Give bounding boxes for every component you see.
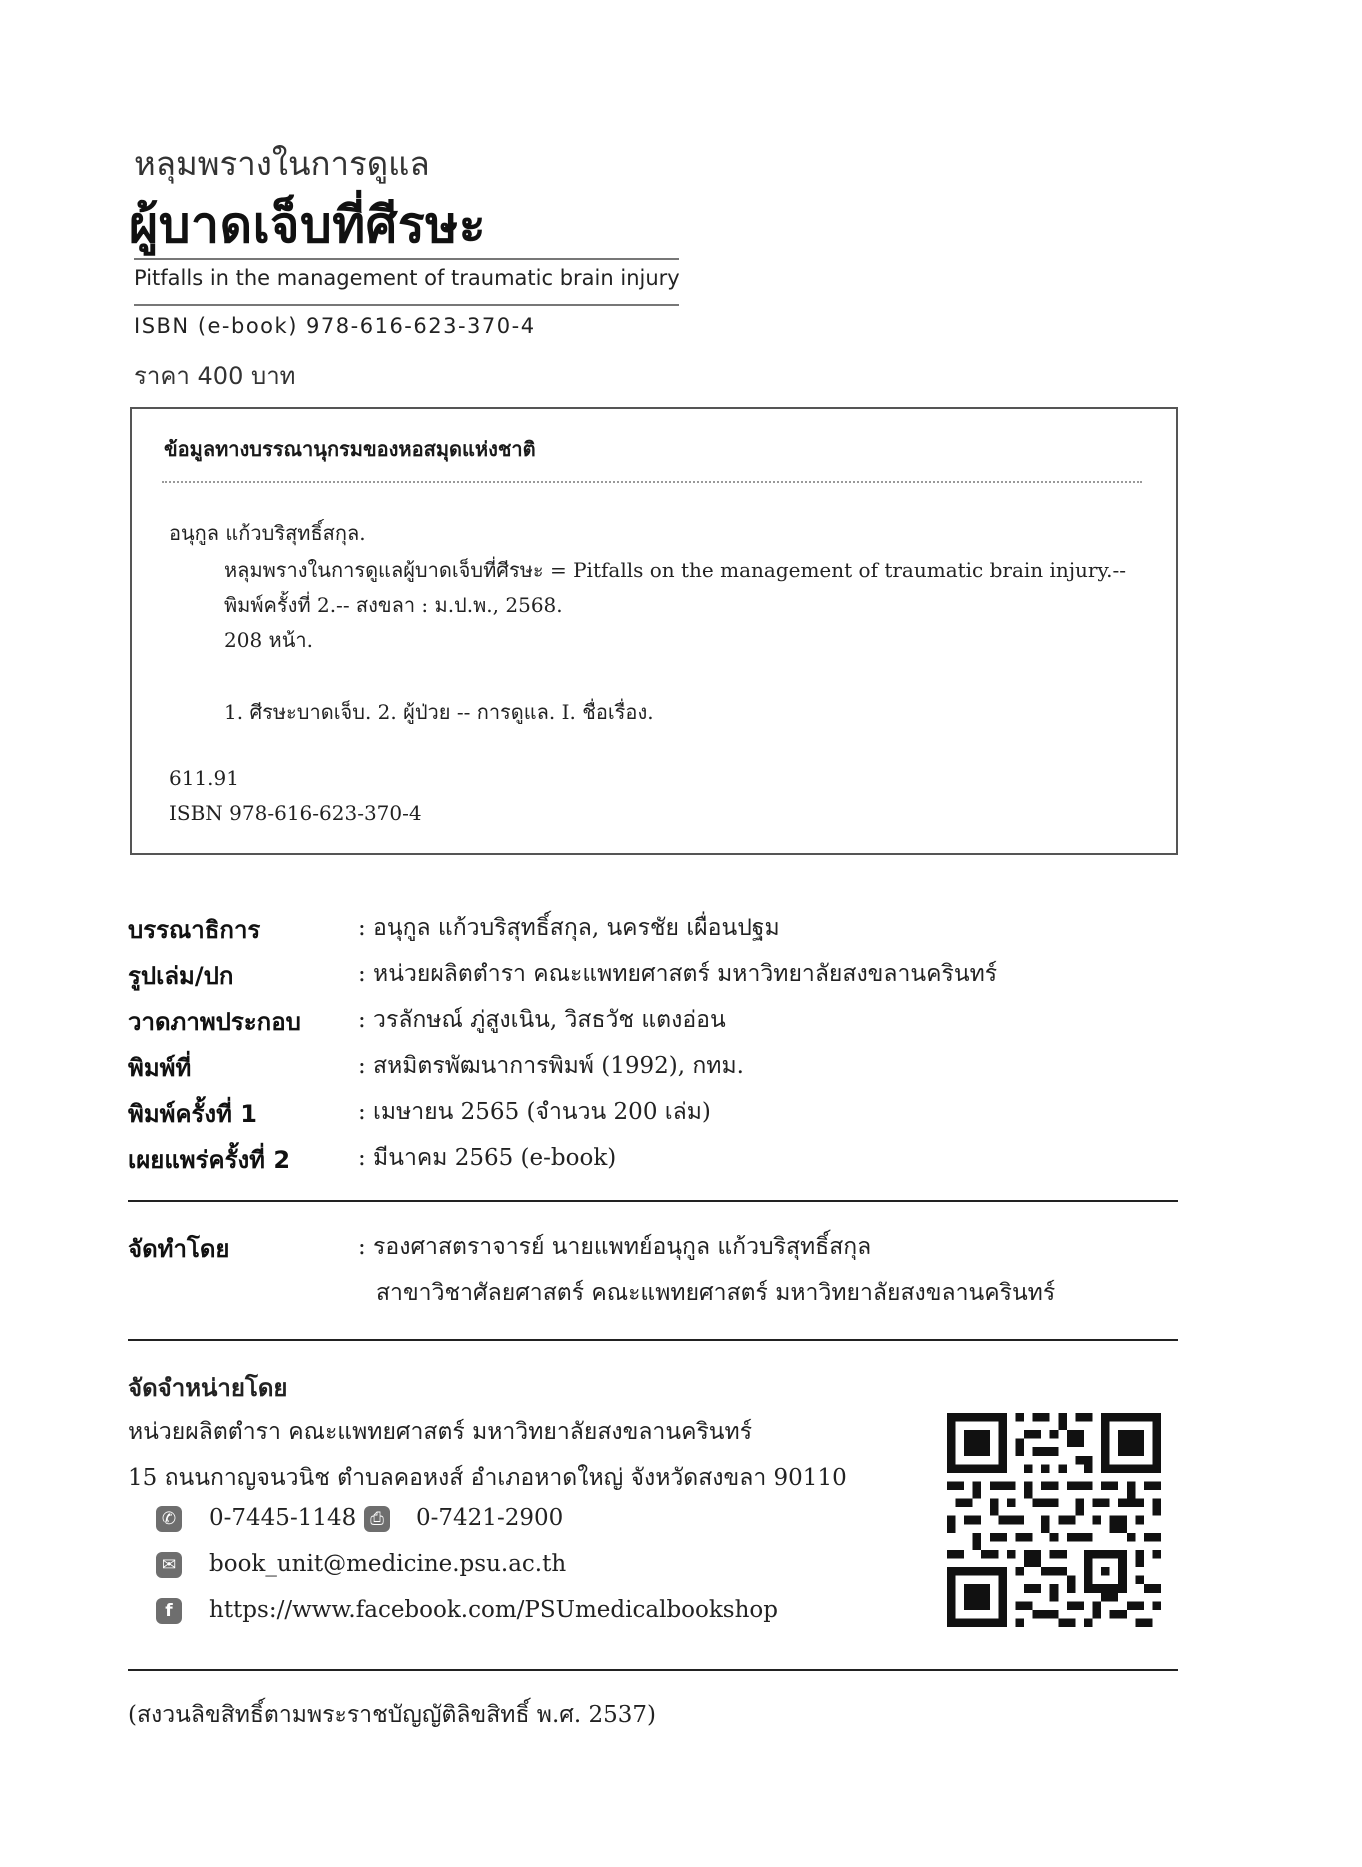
cip-isbn: ISBN 978-616-623-370-4 [169,801,422,825]
title-line-1: หลุมพรางในการดูแล [134,144,430,183]
credit-label-layout: รูปเล่ม/ปก [128,962,234,990]
produced-by-line-1: : รองศาสตราจารย์ นายแพทย์อนุกูล แก้วบริสุทธิ์สกุล [358,1234,872,1260]
phone-icon: ✆ [156,1506,182,1532]
divider-1 [128,1200,1178,1202]
fax-number[interactable]: 0-7421-2900 [416,1505,564,1531]
credit-label-first-print: พิมพ์ครั้งที่ 1 [128,1100,257,1128]
credit-label-printer: พิมพ์ที่ [128,1054,192,1082]
credit-value-illustration: : วรลักษณ์ ภู่สูงเนิน, วิสธวัช แตงอ่อน [358,1007,726,1033]
credit-label-editor: บรรณาธิการ [128,916,261,944]
cip-author: อนุกูล แก้วบริสุทธิ์สกุล. [169,521,366,545]
copyright-notice: (สงวนลิขสิทธิ์ตามพระราชบัญญัติลิขสิทธิ์ พ.ศ. 2537) [128,1702,656,1728]
cip-box [130,407,1178,855]
email-icon: ✉ [156,1552,182,1578]
divider-2 [128,1339,1178,1341]
english-subtitle: Pitfalls in the management of traumatic brain injury [134,266,680,290]
cip-edition: พิมพ์ครั้งที่ 2.-- สงขลา : ม.ป.พ., 2568. [224,593,563,617]
produced-by-line-2: สาขาวิชาศัลยศาสตร์ คณะแพทยศาสตร์ มหาวิทยาลัยสงขลานครินทร์ [376,1280,1056,1306]
phone-number[interactable]: 0-7445-1148 [209,1505,357,1531]
distribution-heading: จัดจำหน่ายโดย [128,1374,288,1402]
credit-value-printer: : สหมิตรพัฒนาการพิมพ์ (1992), กทม. [358,1053,744,1079]
email-address[interactable]: book_unit@medicine.psu.ac.th [209,1551,567,1577]
title-rule-top [134,258,679,260]
credit-value-first-print: : เมษายน 2565 (จำนวน 200 เล่ม) [358,1099,711,1125]
distributor-org: หน่วยผลิตตำรา คณะแพทยศาสตร์ มหาวิทยาลัยสงขลานครินทร์ [128,1419,753,1445]
credit-label-illustration: วาดภาพประกอบ [128,1008,301,1036]
divider-3 [128,1669,1178,1671]
credit-label-second-release: เผยแพร่ครั้งที่ 2 [128,1146,291,1174]
title-line-2: ผู้บาดเจ็บที่ศีรษะ [129,196,487,254]
produced-by-label: จัดทำโดย [128,1235,230,1263]
facebook-icon: f [156,1598,182,1624]
price: ราคา 400 บาท [134,362,296,390]
credit-value-editor: : อนุกูล แก้วบริสุทธิ์สกุล, นครชัย เผื่อนปฐม [358,915,780,941]
fax-icon: ⎙ [364,1506,390,1532]
credit-value-second-release: : มีนาคม 2565 (e-book) [358,1145,617,1171]
title-rule-bottom [134,304,679,306]
distributor-address: 15 ถนนกาญจนวนิช ตำบลคอหงส์ อำเภอหาดใหญ่ จังหวัดสงขลา 90110 [128,1465,847,1491]
cip-divider [162,481,1142,483]
ebook-isbn: ISBN (e-book) 978-616-623-370-4 [134,314,536,338]
cip-pages: 208 หน้า. [224,628,313,652]
cip-heading: ข้อมูลทางบรรณานุกรมของหอสมุดแห่งชาติ [164,437,536,461]
qr-code[interactable] [947,1413,1161,1627]
cip-classification: 611.91 [169,766,239,790]
cip-subjects: 1. ศีรษะบาดเจ็บ. 2. ผู้ป่วย -- การดูแล. I. ชื่อเรื่อง. [224,700,654,724]
credit-value-layout: : หน่วยผลิตตำรา คณะแพทยศาสตร์ มหาวิทยาลัยสงขลานครินทร์ [358,961,998,987]
facebook-link[interactable]: https://www.facebook.com/PSUmedicalbookshop [209,1597,778,1623]
cip-title: หลุมพรางในการดูแลผู้บาดเจ็บที่ศีรษะ = Pitfalls on the management of traumatic brain injury.-- [224,558,1126,582]
